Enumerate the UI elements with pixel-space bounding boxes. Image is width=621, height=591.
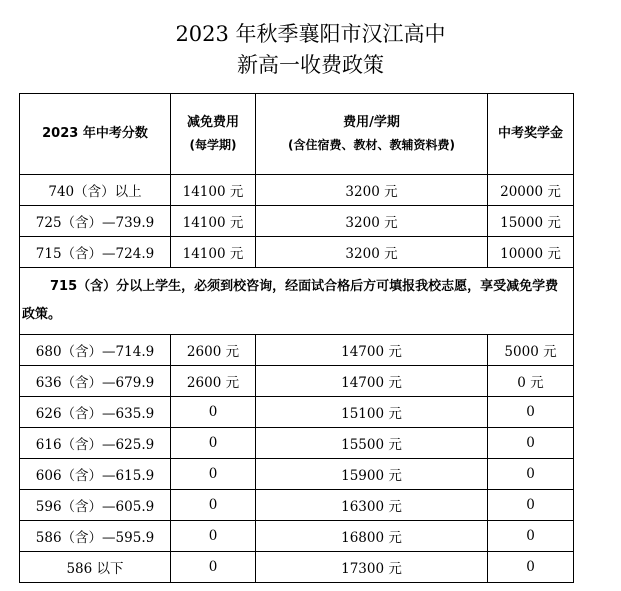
table-row	[20, 397, 574, 428]
cell-scholarship: 0	[488, 521, 574, 552]
cell-scholarship: 5000 元	[488, 335, 574, 366]
cell-score: 715（含）—724.9	[20, 237, 171, 268]
header-score: 2023 年中考分数	[20, 94, 171, 175]
page-title: 2023 年秋季襄阳市汉江高中	[175, 22, 446, 46]
cell-scholarship: 20000 元	[488, 175, 574, 206]
table-row	[20, 552, 574, 583]
cell-score: 636（含）—679.9	[20, 366, 171, 397]
table-note-row	[20, 268, 574, 335]
fee-table	[19, 93, 574, 583]
cell-scholarship: 0	[488, 459, 574, 490]
cell-waiver: 0	[171, 428, 256, 459]
cell-fee: 16300 元	[256, 490, 488, 521]
table-row	[20, 237, 574, 268]
cell-waiver: 14100 元	[171, 237, 256, 268]
cell-waiver: 14100 元	[171, 175, 256, 206]
cell-scholarship: 15000 元	[488, 206, 574, 237]
cell-waiver: 2600 元	[171, 366, 256, 397]
cell-fee: 3200 元	[256, 175, 488, 206]
cell-score: 586 以下	[20, 552, 171, 583]
cell-fee: 14700 元	[256, 335, 488, 366]
header-waiver-line2: (每学期)	[189, 138, 237, 152]
cell-fee: 17300 元	[256, 552, 488, 583]
cell-waiver: 0	[171, 552, 256, 583]
cell-scholarship: 0	[488, 490, 574, 521]
cell-waiver: 2600 元	[171, 335, 256, 366]
header-fee-line1: 费用/学期	[343, 115, 400, 130]
cell-score: 616（含）—625.9	[20, 428, 171, 459]
cell-waiver: 0	[171, 521, 256, 552]
cell-fee: 3200 元	[256, 206, 488, 237]
cell-score: 586（含）—595.9	[20, 521, 171, 552]
header-fee-line2: (含住宿费、教材、教辅资料费)	[288, 138, 455, 152]
table-row	[20, 428, 574, 459]
table-row	[20, 521, 574, 552]
cell-score: 596（含）—605.9	[20, 490, 171, 521]
policy-note	[20, 268, 574, 335]
table-row	[20, 175, 574, 206]
header-waiver	[171, 94, 256, 175]
cell-scholarship: 0	[488, 552, 574, 583]
cell-fee: 14700 元	[256, 366, 488, 397]
cell-scholarship: 0	[488, 428, 574, 459]
table-row	[20, 459, 574, 490]
table-row	[20, 366, 574, 397]
header-scholarship: 中考奖学金	[488, 94, 574, 175]
cell-score: 626（含）—635.9	[20, 397, 171, 428]
cell-score: 680（含）—714.9	[20, 335, 171, 366]
cell-fee: 15100 元	[256, 397, 488, 428]
table-header-row	[20, 94, 574, 175]
cell-waiver: 14100 元	[171, 206, 256, 237]
table-row	[20, 206, 574, 237]
cell-fee: 3200 元	[256, 237, 488, 268]
header-waiver-line1: 减免费用	[186, 115, 239, 130]
cell-scholarship: 0	[488, 397, 574, 428]
table-row	[20, 335, 574, 366]
cell-score: 725（含）—739.9	[20, 206, 171, 237]
cell-waiver: 0	[171, 459, 256, 490]
table-row	[20, 490, 574, 521]
header-fee	[256, 94, 488, 175]
page-subtitle: 新高一收费政策	[237, 53, 384, 77]
cell-fee: 16800 元	[256, 521, 488, 552]
cell-score: 606（含）—615.9	[20, 459, 171, 490]
cell-waiver: 0	[171, 397, 256, 428]
cell-waiver: 0	[171, 490, 256, 521]
cell-fee: 15900 元	[256, 459, 488, 490]
policy-note-text: 715（含）分以上学生，必须到校咨询，经面试合格后方可填报我校志愿，享受减免学费政策。	[22, 279, 559, 322]
cell-scholarship: 0 元	[488, 366, 574, 397]
cell-fee: 15500 元	[256, 428, 488, 459]
cell-score: 740（含）以上	[20, 175, 171, 206]
cell-scholarship: 10000 元	[488, 237, 574, 268]
